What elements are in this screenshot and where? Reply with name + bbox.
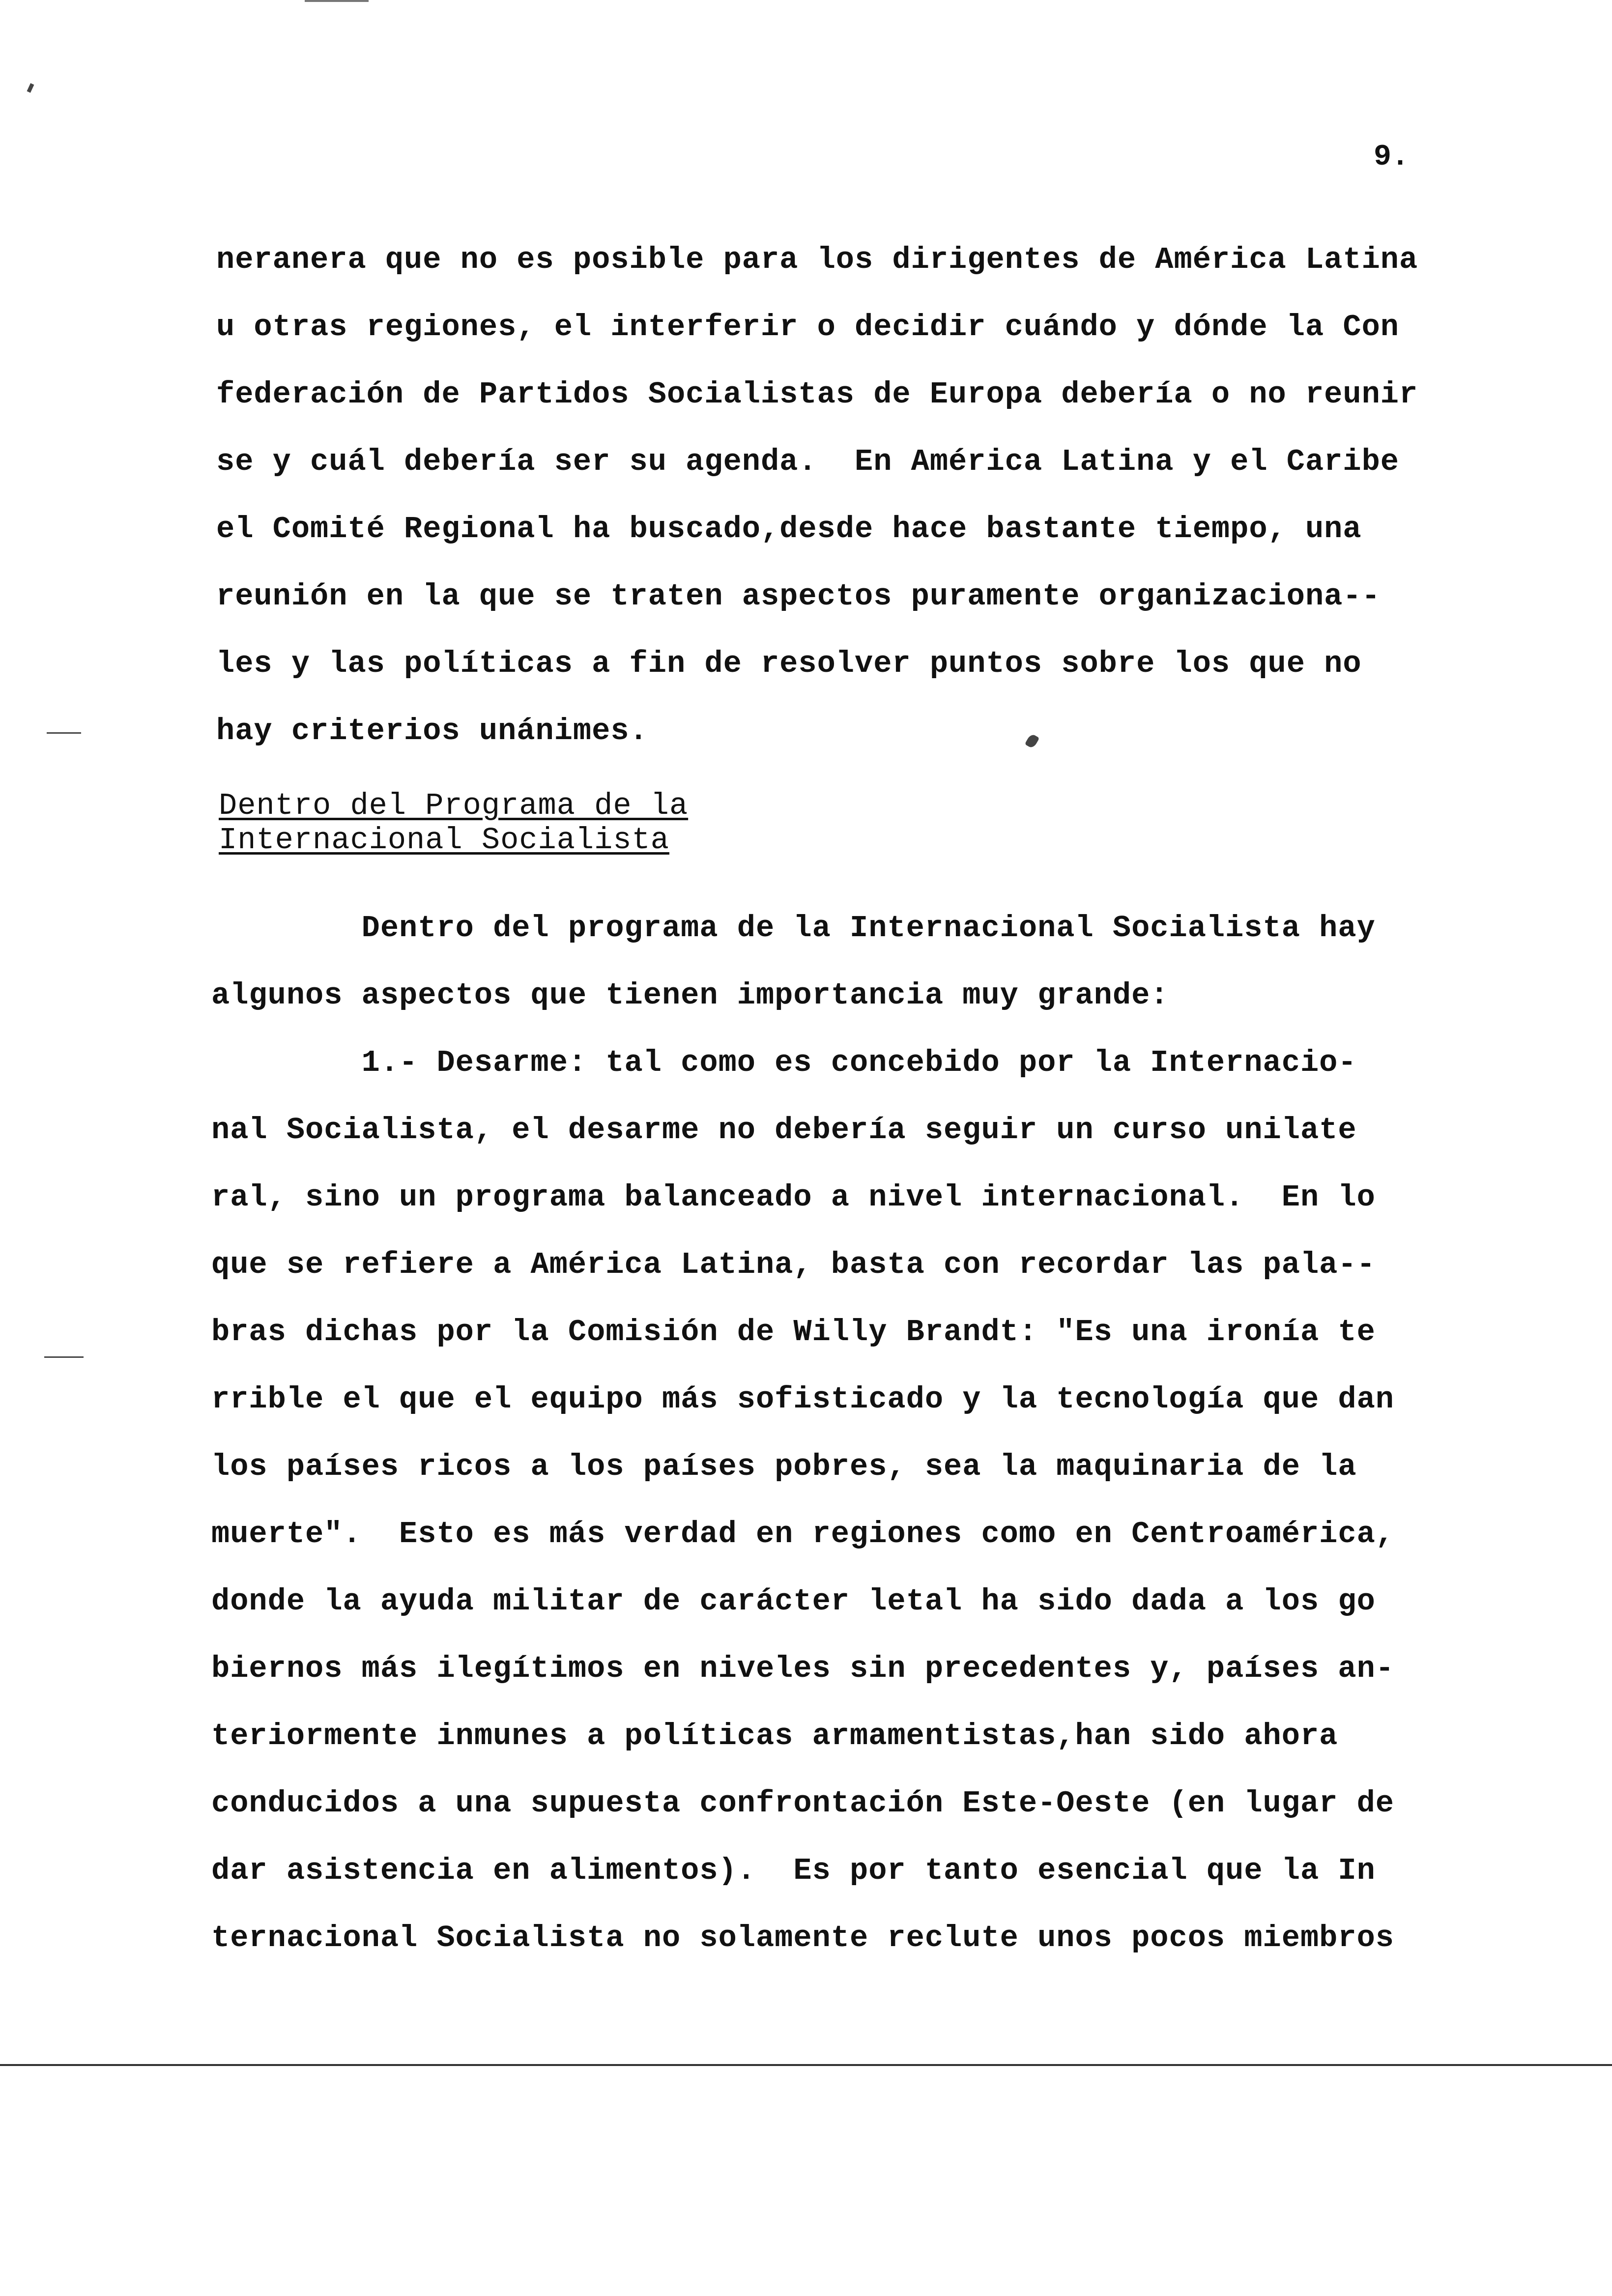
text-line: Dentro del programa de la Internacional Socialista hay: [211, 911, 1376, 946]
scan-edge: [305, 0, 369, 2]
text-line: les y las políticas a fin de resolver puntos sobre los que no: [216, 646, 1362, 681]
text-line: los países ricos a los países pobres, sea la maquinaria de la: [211, 1449, 1357, 1484]
text-line: neranera que no es posible para los dirigentes de América Latina: [216, 242, 1418, 277]
text-line: biernos más ilegítimos en niveles sin precedentes y, países an-: [211, 1651, 1394, 1686]
text-line: dar asistencia en alimentos). Es por tanto esencial que la In: [211, 1853, 1376, 1888]
section-heading: [219, 789, 688, 858]
text-line: muerte". Esto es más verdad en regiones como en Centroamérica,: [211, 1517, 1394, 1551]
page-number: 9.: [1374, 141, 1410, 174]
text-line: 1.- Desarme: tal como es concebido por la Internacio-: [211, 1045, 1357, 1080]
paragraph-1: [216, 226, 1514, 765]
paragraph-2: [211, 894, 1509, 1972]
margin-dash: [44, 1356, 84, 1358]
heading-line: Internacional Socialista: [219, 823, 669, 858]
scan-speck: [27, 83, 34, 93]
text-line: donde la ayuda militar de carácter letal ha sido dada a los go: [211, 1584, 1376, 1619]
text-line: teriormente inmunes a políticas armamentistas,han sido ahora: [211, 1719, 1338, 1753]
text-line: que se refiere a América Latina, basta con recordar las pala--: [211, 1247, 1376, 1282]
text-line: se y cuál debería ser su agenda. En América Latina y el Caribe: [216, 444, 1399, 479]
text-line: bras dichas por la Comisión de Willy Brandt: "Es una ironía te: [211, 1315, 1376, 1349]
text-line: rrible el que el equipo más sofisticado y la tecnología que dan: [211, 1382, 1394, 1417]
heading-line: Dentro del Programa de la: [219, 788, 689, 823]
text-line: reunión en la que se traten aspectos puramente organizaciona--: [216, 579, 1381, 614]
text-line: ternacional Socialista no solamente reclute unos pocos miembros: [211, 1921, 1394, 1955]
text-line: federación de Partidos Socialistas de Europa debería o no reunir: [216, 377, 1418, 412]
text-line: ral, sino un programa balanceado a nivel internacional. En lo: [211, 1180, 1376, 1215]
text-line: hay criterios unánimes.: [216, 714, 648, 748]
text-line: algunos aspectos que tienen importancia muy grande:: [211, 978, 1169, 1013]
text-line: conducidos a una supuesta confrontación Este-Oeste (en lugar de: [211, 1786, 1394, 1821]
text-line: nal Socialista, el desarme no debería seguir un curso unilate: [211, 1113, 1357, 1148]
text-line: u otras regiones, el interferir o decidir cuándo y dónde la Con: [216, 310, 1399, 344]
text-line: el Comité Regional ha buscado,desde hace bastante tiempo, una: [216, 512, 1362, 546]
margin-dash: [47, 732, 81, 734]
bottom-scan-line: [0, 2064, 1612, 2066]
